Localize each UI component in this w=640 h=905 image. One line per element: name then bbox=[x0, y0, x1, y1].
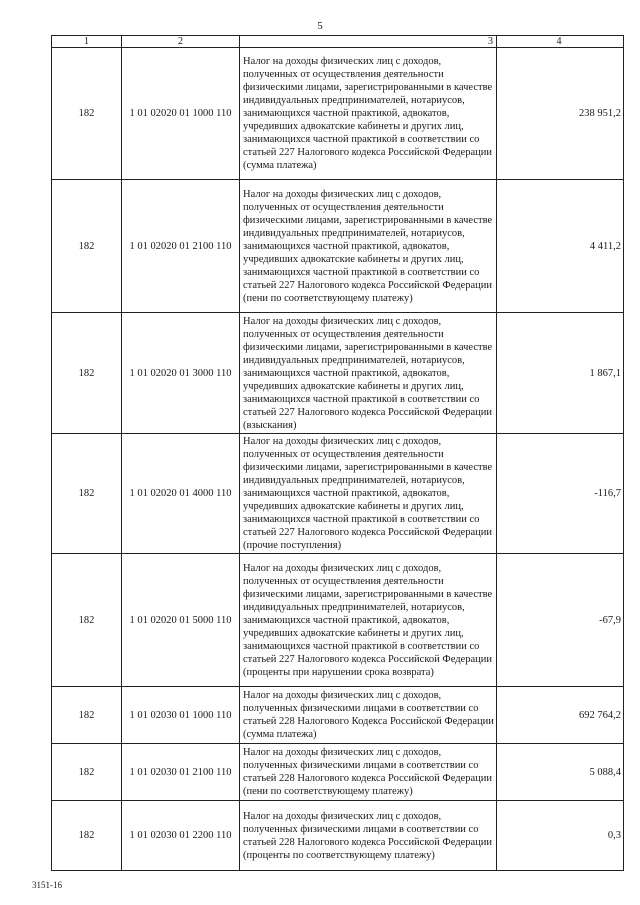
kbk-code-cell: 1 01 02030 01 2200 110 bbox=[122, 801, 240, 871]
description-cell: Налог на доходы физических лиц с доходов, полученных от осуществления деятельности физическими лицами, зарегистрированными в качестве индивидуальных предпринимателей, нотариусов, занимающихся частной практикой, адвокатов, учредивших адвокатские кабинеты и других лиц, занимающихся частной практикой в соответствии со статьей 227 Налогового кодекса Российской Федерации (прочие поступления) bbox=[240, 434, 497, 554]
amount-cell: 0,3 bbox=[497, 801, 624, 871]
description-cell: Налог на доходы физических лиц с доходов, полученных физическими лицами в соответствии со статьей 228 Налогового Кодекса Российской Федерации (сумма платежа) bbox=[240, 687, 497, 744]
description-cell: Налог на доходы физических лиц с доходов, полученных от осуществления деятельности физическими лицами, зарегистрированными в качестве индивидуальных предпринимателей, нотариусов, занимающихся частной практикой, адвокатов, учредивших адвокатские кабинеты и других лиц, занимающихся частной практикой в соответствии со статьей 227 Налогового кодекса Российской Федерации (сумма платежа) bbox=[240, 48, 497, 180]
column-header-2: 2 bbox=[122, 36, 240, 48]
table-row bbox=[52, 744, 624, 801]
kbk-code-cell: 1 01 02030 01 2100 110 bbox=[122, 744, 240, 801]
amount-cell: 1 867,1 bbox=[497, 313, 624, 434]
amount-cell: 692 764,2 bbox=[497, 687, 624, 744]
description-cell: Налог на доходы физических лиц с доходов, полученных от осуществления деятельности физическими лицами, зарегистрированными в качестве индивидуальных предпринимателей, нотариусов, занимающихся частной практикой, адвокатов, учредивших адвокатские кабинеты и других лиц, занимающихся частной практикой в соответствии со статьей 227 Налогового кодекса Российской Федерации (взыскания) bbox=[240, 313, 497, 434]
admin-code-cell: 182 bbox=[52, 48, 122, 180]
kbk-code-cell: 1 01 02020 01 2100 110 bbox=[122, 180, 240, 313]
column-header-3: 3 bbox=[240, 36, 497, 48]
table-row bbox=[52, 48, 624, 180]
description-cell: Налог на доходы физических лиц с доходов, полученных физическими лицами в соответствии со статьей 228 Налогового кодекса Российской Федерации (проценты по соответствующему платежу) bbox=[240, 801, 497, 871]
table-header-row bbox=[52, 36, 624, 48]
amount-cell: 5 088,4 bbox=[497, 744, 624, 801]
table-row bbox=[52, 434, 624, 554]
kbk-code-cell: 1 01 02020 01 3000 110 bbox=[122, 313, 240, 434]
admin-code-cell: 182 bbox=[52, 434, 122, 554]
column-header-1: 1 bbox=[52, 36, 122, 48]
budget-revenue-table bbox=[51, 35, 624, 871]
description-cell: Налог на доходы физических лиц с доходов, полученных от осуществления деятельности физическими лицами, зарегистрированными в качестве индивидуальных предпринимателей, нотариусов, занимающихся частной практикой, адвокатов, учредивших адвокатские кабинеты и других лиц, занимающихся частной практикой в соответствии со статьей 227 Налогового кодекса Российской Федерации (проценты при нарушении срока возврата) bbox=[240, 554, 497, 687]
admin-code-cell: 182 bbox=[52, 744, 122, 801]
table-row bbox=[52, 180, 624, 313]
admin-code-cell: 182 bbox=[52, 801, 122, 871]
admin-code-cell: 182 bbox=[52, 554, 122, 687]
amount-cell: 238 951,2 bbox=[497, 48, 624, 180]
admin-code-cell: 182 bbox=[52, 687, 122, 744]
description-cell: Налог на доходы физических лиц с доходов, полученных физическими лицами в соответствии со статьей 228 Налогового кодекса Российской Федерации (пени по соответствующему платежу) bbox=[240, 744, 497, 801]
description-cell: Налог на доходы физических лиц с доходов, полученных от осуществления деятельности физическими лицами, зарегистрированными в качестве индивидуальных предпринимателей, нотариусов, занимающихся частной практикой, адвокатов, учредивших адвокатские кабинеты и других лиц, занимающихся частной практикой в соответствии со статьей 227 Налогового кодекса Российской Федерации (пени по соответствующему платежу) bbox=[240, 180, 497, 313]
table-row bbox=[52, 554, 624, 687]
amount-cell: 4 411,2 bbox=[497, 180, 624, 313]
table-row bbox=[52, 313, 624, 434]
column-header-4: 4 bbox=[497, 36, 624, 48]
document-footer-code: 3151-16 bbox=[32, 880, 62, 890]
page-number: 5 bbox=[317, 20, 323, 32]
amount-cell: -67,9 bbox=[497, 554, 624, 687]
table-row bbox=[52, 801, 624, 871]
kbk-code-cell: 1 01 02020 01 1000 110 bbox=[122, 48, 240, 180]
table-row bbox=[52, 687, 624, 744]
kbk-code-cell: 1 01 02020 01 5000 110 bbox=[122, 554, 240, 687]
amount-cell: -116,7 bbox=[497, 434, 624, 554]
admin-code-cell: 182 bbox=[52, 180, 122, 313]
admin-code-cell: 182 bbox=[52, 313, 122, 434]
kbk-code-cell: 1 01 02020 01 4000 110 bbox=[122, 434, 240, 554]
kbk-code-cell: 1 01 02030 01 1000 110 bbox=[122, 687, 240, 744]
